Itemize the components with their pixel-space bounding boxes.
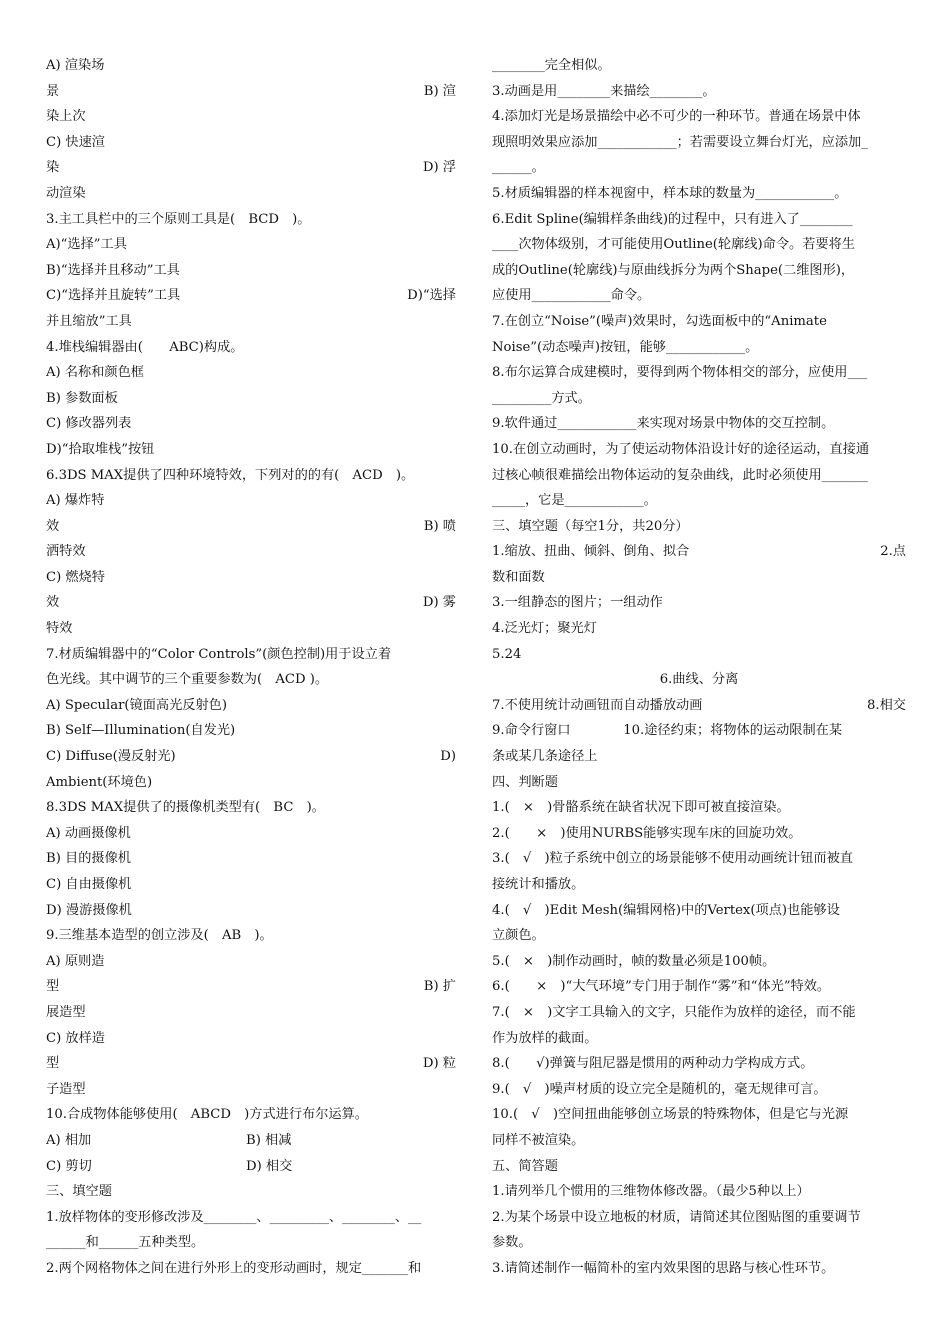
- text-line: [46, 770, 456, 796]
- text-line: [46, 53, 456, 79]
- option-text: D) 相交: [246, 1158, 293, 1174]
- line-text: 数和面数: [492, 569, 545, 585]
- line-text: C) 自由摄像机: [46, 877, 132, 892]
- line-text: 动渲染: [46, 185, 86, 201]
- text-line: [492, 79, 906, 105]
- line-text: Ambient(环境色): [46, 774, 153, 790]
- text-line: [46, 1077, 456, 1103]
- text-line: [492, 488, 906, 514]
- text-line: [46, 411, 456, 437]
- option-text: A) 相加: [46, 1132, 92, 1148]
- line-left-text: 景: [46, 83, 60, 99]
- text-line: [492, 846, 906, 872]
- text-line: [492, 1102, 906, 1128]
- line-text: A) Specular(镜面高光反射色): [46, 697, 228, 713]
- line-text: D)“拾取堆栈”按钮: [46, 441, 155, 457]
- text-line: [492, 667, 906, 693]
- line-text: ______。: [492, 160, 545, 176]
- line-left-text: 染: [46, 160, 60, 176]
- line-text: 应使用____________命令。: [492, 288, 651, 304]
- text-line: [492, 104, 906, 130]
- text-line: [46, 283, 456, 309]
- line-text: C) 修改器列表: [46, 416, 132, 432]
- line-text: 特效: [46, 621, 73, 637]
- line-left-text: 7.不使用统计动画钮而自动播放动画: [492, 697, 703, 713]
- text-line: [46, 693, 456, 719]
- line-text: 2.( × )使用NURBS能够实现车床的回旋功效。: [492, 825, 802, 841]
- line-text: C) 放样造: [46, 1030, 105, 1046]
- text-line: [492, 155, 906, 181]
- text-line: [492, 1051, 906, 1077]
- text-line: [46, 642, 456, 668]
- text-line: [492, 463, 906, 489]
- line-text: 参数。: [492, 1235, 532, 1251]
- line-text: 现照明效果应添加____________；若需要设立舞台灯光，应添加_: [492, 134, 868, 150]
- line-text: 1.放样物体的变形修改涉及________、_________、________、__: [46, 1209, 422, 1225]
- text-line: [46, 514, 456, 540]
- line-text: 接统计和播放。: [492, 877, 585, 892]
- text-line: [492, 770, 906, 796]
- line-text: 3.请简述制作一幅简朴的室内效果图的思路与核心性环节。: [492, 1260, 835, 1276]
- line-text: _____，它是____________。: [492, 493, 657, 509]
- option-text: C) 剪切: [46, 1158, 92, 1174]
- text-line: [46, 846, 456, 872]
- line-text: 10.合成物体能够使用( ABCD )方式进行布尔运算。: [46, 1107, 368, 1123]
- text-line: [492, 1205, 906, 1231]
- text-line: [492, 207, 906, 233]
- text-line: [492, 130, 906, 156]
- line-text: B) 参数面板: [46, 390, 118, 406]
- text-line: [492, 974, 906, 1000]
- text-line: [46, 155, 456, 181]
- line-right-text: B) 喷: [423, 518, 456, 534]
- text-line: [46, 1026, 456, 1052]
- text-line: [46, 718, 456, 744]
- line-text: B)“选择并且移动”工具: [46, 262, 180, 278]
- text-line: [46, 616, 456, 642]
- text-line: [46, 667, 456, 693]
- text-line: [46, 974, 456, 1000]
- line-text: 7.在创立“Noise”(噪声)效果时，勾选面板中的“Animate: [492, 313, 827, 329]
- text-line: [46, 1205, 456, 1231]
- text-line: [46, 898, 456, 924]
- text-line: [46, 949, 456, 975]
- line-text: 过核心帧很难描绘出物体运动的复杂曲线，此时必须使用_______: [492, 467, 868, 483]
- line-text: 9.三维基本造型的创立涉及( AB )。: [46, 928, 273, 944]
- text-line: [46, 1230, 456, 1256]
- line-right-text: D): [440, 749, 456, 765]
- text-line: [492, 872, 906, 898]
- text-line: [492, 1000, 906, 1026]
- text-line: [492, 744, 906, 770]
- line-text: Noise”(动态噪声)按钮，能够____________。: [492, 339, 759, 355]
- text-line: [46, 130, 456, 156]
- line-right-text: 8.相交: [867, 697, 906, 713]
- text-line: [492, 335, 906, 361]
- line-text: 条或某几条途径上: [492, 749, 598, 765]
- line-right-text: D)“选择: [407, 288, 456, 304]
- line-text: 8.3DS MAX提供了的摄像机类型有( BC )。: [46, 800, 325, 816]
- line-text: A) 动画摄像机: [46, 825, 131, 841]
- text-line: [492, 53, 906, 79]
- line-left-text: 效: [46, 518, 60, 534]
- line-text: _________方式。: [492, 390, 591, 406]
- text-line: [46, 565, 456, 591]
- line-text: 三、填空题: [46, 1184, 112, 1200]
- line-text: C) 燃烧特: [46, 569, 105, 585]
- text-line: [492, 309, 906, 335]
- line-text: C) 快速渲: [46, 134, 105, 150]
- text-line: [46, 1102, 456, 1128]
- line-right-text: B) 扩: [423, 979, 456, 995]
- text-line: [492, 386, 906, 412]
- right-column: [492, 53, 906, 1282]
- text-line: [46, 744, 456, 770]
- line-right-text: D) 雾: [422, 595, 456, 611]
- line-text: 4.添加灯光是场景描绘中必不可少的一种环节。普通在场景中体: [492, 109, 861, 125]
- text-line: [46, 1051, 456, 1077]
- text-line: [46, 795, 456, 821]
- line-text: 色光线。其中调节的三个重要参数为( ACD )。: [46, 672, 329, 688]
- text-line: [492, 1128, 906, 1154]
- line-text: ____次物体级别，才可能使用Outline(轮廓线)命令。若要将生: [492, 237, 855, 253]
- line-text: A) 渲染场: [46, 58, 105, 73]
- text-line: [492, 616, 906, 642]
- text-line: [492, 923, 906, 949]
- line-right-text: D) 浮: [422, 160, 456, 176]
- line-text: D) 漫游摄像机: [46, 902, 132, 918]
- line-text: 8.( √)弹簧与阻尼器是惯用的两种动力学构成方式。: [492, 1056, 814, 1072]
- line-text: 立颜色。: [492, 928, 545, 944]
- line-text: 10.( √ )空间扭曲能够创立场景的特殊物体，但是它与光源: [492, 1107, 849, 1123]
- line-right-text: B) 渲: [423, 83, 456, 99]
- line-text: 7.材质编辑器中的“Color Controls”(颜色控制)用于设立着: [46, 646, 392, 662]
- line-text: A)“选择”工具: [46, 237, 127, 253]
- line-text: 作为放样的截面。: [492, 1030, 598, 1046]
- text-line: [492, 795, 906, 821]
- line-text: 7.( × )文字工具输入的文字，只能作为放样的途径，而不能: [492, 1004, 856, 1020]
- text-line: [46, 181, 456, 207]
- line-text: 染上次: [46, 109, 86, 125]
- text-line: [46, 1128, 456, 1154]
- line-text: 9.软件通过____________来实现对场景中物体的交互控制。: [492, 416, 835, 432]
- line-text: 1.( × )骨骼系统在缺省状况下即可被直接渲染。: [492, 800, 790, 816]
- text-line: [492, 258, 906, 284]
- line-text: 5.材质编辑器的样本视窗中，样本球的数量为____________。: [492, 185, 848, 201]
- line-text: 五、简答题: [492, 1158, 558, 1174]
- line-left-text: 型: [46, 979, 60, 995]
- line-text: 4.堆栈编辑器由( ABC)构成。: [46, 339, 244, 355]
- text-line: [46, 488, 456, 514]
- text-line: [46, 1256, 456, 1282]
- line-text: 同样不被渲染。: [492, 1132, 585, 1148]
- line-text: B) Self—Illumination(自发光): [46, 723, 236, 739]
- line-right-text: 2.点: [880, 544, 906, 560]
- text-line: [46, 309, 456, 335]
- line-text: 9.( √ )噪声材质的设立完全是随机的，毫无规律可言。: [492, 1081, 827, 1097]
- line-text: 6.( × )“大气环境”专门用于制作“雾”和“体光”特效。: [492, 979, 831, 995]
- text-line: [46, 1000, 456, 1026]
- text-line: [46, 79, 456, 105]
- line-text: 成的Outline(轮廓线)与原曲线拆分为两个Shape(二维图形)，: [492, 262, 855, 278]
- text-line: [492, 437, 906, 463]
- line-text: 子造型: [46, 1081, 86, 1097]
- line-text: A) 原则造: [46, 953, 105, 969]
- line-text: A) 名称和颜色框: [46, 365, 144, 381]
- line-text: 6.曲线、分离: [659, 672, 739, 688]
- text-line: [492, 1154, 906, 1180]
- option-text: B) 相减: [246, 1132, 292, 1148]
- text-line: [492, 1230, 906, 1256]
- text-line: [492, 949, 906, 975]
- text-line: [492, 411, 906, 437]
- text-line: [46, 1179, 456, 1205]
- text-line: [46, 1154, 456, 1180]
- text-line: [46, 463, 456, 489]
- text-line: [492, 181, 906, 207]
- text-line: [492, 514, 906, 540]
- line-text: 1.请列举几个惯用的三维物体修改器。（最少5种以上）: [492, 1184, 810, 1200]
- text-line: [492, 565, 906, 591]
- line-text: 四、判断题: [492, 774, 558, 790]
- line-left-text: 效: [46, 595, 60, 611]
- text-line: [492, 1077, 906, 1103]
- line-left-text: C)“选择并且旋转”工具: [46, 288, 181, 304]
- text-line: [46, 207, 456, 233]
- line-text: 并且缩放”工具: [46, 313, 132, 329]
- line-text: 2.两个网格物体之间在进行外形上的变形动画时，规定_______和: [46, 1260, 422, 1276]
- line-text: 9.命令行窗口 10.途径约束；将物体的运动限制在某: [492, 723, 843, 739]
- text-line: [492, 821, 906, 847]
- line-text: 4.泛光灯；聚光灯: [492, 621, 597, 637]
- text-line: [492, 232, 906, 258]
- text-line: [46, 232, 456, 258]
- text-line: [492, 283, 906, 309]
- line-text: B) 目的摄像机: [46, 851, 131, 867]
- text-line: [492, 898, 906, 924]
- line-text: 三、填空题（每空1分，共20分）: [492, 518, 689, 534]
- line-text: 4.( √ )Edit Mesh(编辑网格)中的Vertex(项点)也能够设: [492, 902, 840, 918]
- text-line: [46, 386, 456, 412]
- text-line: [46, 590, 456, 616]
- left-column: [46, 53, 456, 1282]
- line-text: 3.动画是用________来描绘________。: [492, 83, 716, 99]
- text-line: [46, 923, 456, 949]
- line-left-text: 型: [46, 1056, 60, 1072]
- text-line: [492, 718, 906, 744]
- line-text: A) 爆炸特: [46, 493, 105, 509]
- text-line: [46, 360, 456, 386]
- line-right-text: D) 粒: [422, 1056, 456, 1072]
- line-text: ______和______五种类型。: [46, 1235, 205, 1251]
- line-text: 3.一组静态的图片；一组动作: [492, 595, 663, 611]
- text-line: [46, 437, 456, 463]
- line-text: 8.布尔运算合成建模时，要得到两个物体相交的部分，应使用___: [492, 365, 868, 381]
- text-line: [492, 1026, 906, 1052]
- text-line: [492, 1256, 906, 1282]
- line-text: 3.( √ )粒子系统中创立的场景能够不使用动画统计钮而被直: [492, 851, 853, 867]
- line-text: 2.为某个场景中设立地板的材质，请简述其位图贴图的重要调节: [492, 1209, 861, 1225]
- line-text: 6.Edit Spline(编辑样条曲线)的过程中，只有进入了________: [492, 211, 853, 227]
- text-line: [492, 539, 906, 565]
- text-line: [46, 539, 456, 565]
- line-text: 6.3DS MAX提供了四种环境特效，下列对的的有( ACD )。: [46, 467, 415, 483]
- line-text: 5.( × )制作动画时，帧的数量必须是100帧。: [492, 953, 776, 969]
- line-text: 10.在创立动画时，为了使运动物体沿设计好的途径运动，直接通: [492, 441, 870, 457]
- text-line: [492, 360, 906, 386]
- line-text: ________完全相似。: [492, 58, 611, 73]
- line-text: 3.主工具栏中的三个原则工具是( BCD )。: [46, 211, 311, 227]
- text-line: [492, 642, 906, 668]
- line-text: 展造型: [46, 1004, 86, 1020]
- line-left-text: C) Diffuse(漫反射光): [46, 749, 176, 765]
- text-line: [46, 258, 456, 284]
- text-line: [492, 590, 906, 616]
- line-text: 5.24: [492, 646, 522, 662]
- text-line: [492, 693, 906, 719]
- text-line: [46, 821, 456, 847]
- text-line: [46, 872, 456, 898]
- line-text: 洒特效: [46, 544, 86, 560]
- text-line: [492, 1179, 906, 1205]
- text-line: [46, 335, 456, 361]
- text-line: [46, 104, 456, 130]
- line-left-text: 1.缩放、扭曲、倾斜、倒角、拟合: [492, 544, 690, 560]
